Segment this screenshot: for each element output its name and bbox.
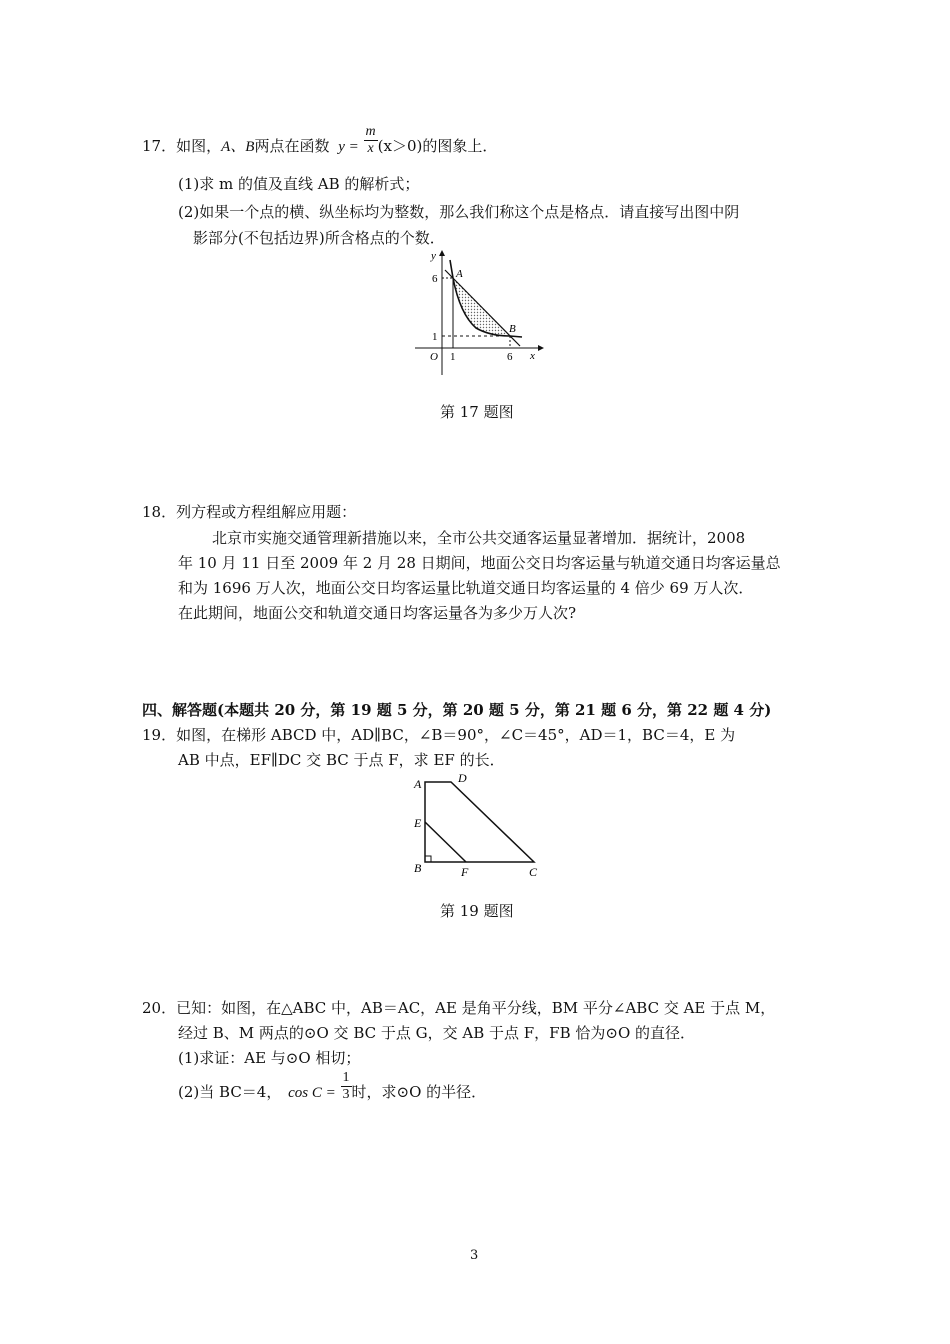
q18-line-4: 在此期间，地面公交和轨道交通日均客运量各为多少万人次? (178, 604, 577, 622)
q17-figure (410, 248, 545, 380)
q19-line1: 19．如图，在梯形 ABCD 中，AD∥BC，∠B＝90°，∠C＝45°，AD＝1，BC＝4，E 为 (142, 726, 736, 744)
q17-caption: 第 17 题图 (440, 403, 514, 421)
q20-part1: (1)求证：AE 与⊙O 相切； (178, 1049, 361, 1067)
q20-line1: 20．已知：如图，在△ABC 中，AB＝AC，AE 是角平分线，BM 平分∠ABC 交 AE 于点 M， (142, 999, 776, 1017)
q17-label-1y: 1 (432, 331, 438, 343)
page-number: 3 (470, 1248, 479, 1263)
q17-label-1x: 1 (450, 351, 456, 363)
q18-line-1: 北京市实施交通管理新措施以来，全市公共交通客运量显著增加．据统计，2008 (212, 529, 746, 547)
q19-label-c: C (529, 865, 538, 879)
q19-label-d: D (458, 771, 467, 785)
q20-number: 20． (142, 999, 177, 1017)
q18-title: 18．列方程或方程组解应用题： (142, 503, 357, 521)
q19-label-e: E (414, 816, 422, 830)
q18-line-3: 和为 1696 万人次，地面公交日均客运量比轨道交通日均客运量的 4 倍少 69 万人次． (178, 579, 754, 597)
q19-line2: AB 中点，EF∥DC 交 BC 于点 F，求 EF 的长． (178, 751, 505, 769)
q20-cos-label: cos C = (288, 1085, 336, 1101)
q20-part2: (2)当 BC＝4， cos C = $\frac{1}{3}$ 时，求⊙O 的半径． (178, 1069, 487, 1102)
q17-stem: 17．如图，A、B两点在函数 y = $\frac{m}{x}$ (x＞0)的图象上． (142, 123, 498, 156)
q17-func-y: y = (338, 139, 359, 155)
q17-part1: (1)求 m 的值及直线 AB 的解析式； (178, 175, 420, 193)
q19-figure (408, 770, 548, 882)
q17-label-6x: 6 (507, 351, 513, 363)
section4-heading: 四、解答题(本题共 20 分，第 19 题 5 分，第 20 题 5 分，第 21 题 6 分，第 22 题 4 分) (142, 701, 772, 719)
q17-func-cond: (x＞0) (377, 137, 423, 155)
q17-label-x: x (530, 350, 535, 362)
q17-label-o: O (430, 351, 438, 363)
q17-label-b: B (509, 323, 516, 335)
q20-fraction: $\frac{1}{3}$ (342, 1069, 350, 1102)
q17-number: 17． (142, 137, 177, 155)
q18-number: 18． (142, 503, 177, 521)
q18-line-2: 年 10 月 11 日至 2009 年 2 月 28 日期间，地面公交日均客运量与轨道交通日均客运量总 (178, 554, 781, 572)
q19-label-b: B (414, 861, 422, 875)
q17-part2-line1: (2)如果一个点的横、纵坐标均为整数，那么我们称这个点是格点．请直接写出图中阴 (178, 203, 740, 221)
q17-part2-line2: 影部分(不包括边界)所含格点的个数． (193, 229, 445, 247)
q19-label-f: F (461, 865, 469, 879)
q19-number: 19． (142, 726, 177, 744)
q19-label-a: A (414, 777, 422, 791)
q20-line2: 经过 B、M 两点的⊙O 交 BC 于点 G，交 AB 于点 F，FB 恰为⊙O 的直径． (178, 1024, 696, 1042)
q19-caption: 第 19 题图 (440, 902, 514, 920)
q19-trapezoid (425, 782, 534, 862)
q17-label-a: A (456, 268, 463, 280)
q17-label-6y: 6 (432, 273, 438, 285)
q19-right-angle (425, 856, 431, 862)
q17-label-y: y (431, 250, 436, 262)
q17-fraction: $\frac{m}{x}$ (365, 123, 376, 156)
